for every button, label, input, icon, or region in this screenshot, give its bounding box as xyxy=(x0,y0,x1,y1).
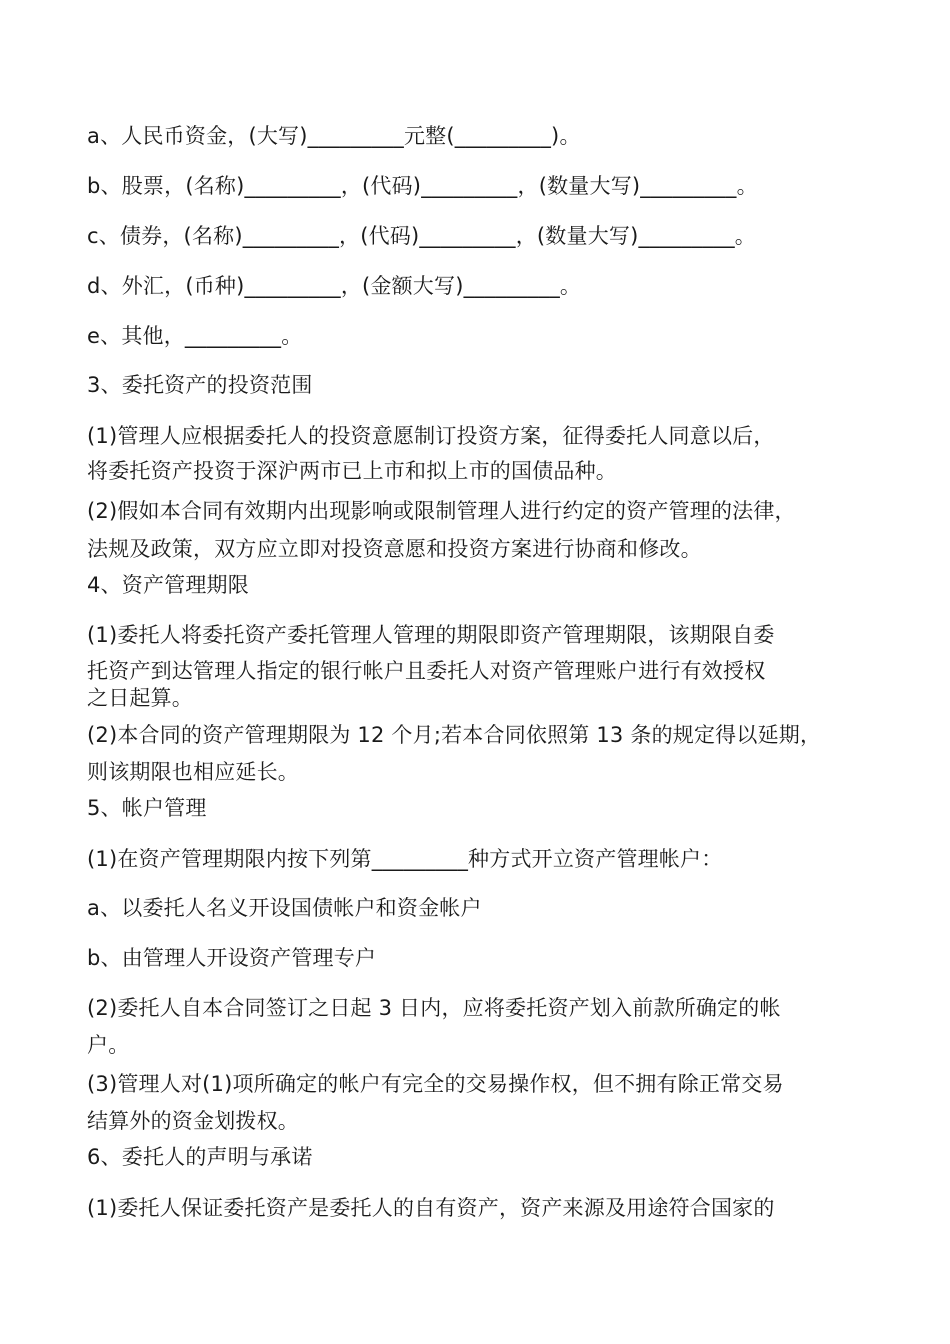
item-d-forex: d、外汇，(币种)_________，(金额大写)_________。 xyxy=(87,274,582,298)
item-b-stock: b、股票，(名称)_________，(代码)_________，(数量大写)_________。 xyxy=(87,174,758,198)
section-4-heading: 4、资产管理期限 xyxy=(87,573,249,597)
section-5-option-b: b、由管理人开设资产管理专户 xyxy=(87,946,377,970)
section-3-heading: 3、委托资产的投资范围 xyxy=(87,373,313,397)
section-3-para-1-line-1: (1)管理人应根据委托人的投资意愿制订投资方案，征得委托人同意以后， xyxy=(87,424,775,448)
section-4-para-1-line-2: 托资产到达管理人指定的银行帐户且委托人对资产管理账户进行有效授权 xyxy=(87,659,766,683)
section-4-para-1-line-1: (1)委托人将委托资产委托管理人管理的期限即资产管理期限，该期限自委 xyxy=(87,623,775,647)
section-4-para-2-line-2: 则该期限也相应延长。 xyxy=(87,760,299,784)
section-5-para-2-line-2: 户。 xyxy=(87,1033,130,1057)
section-5-para-3-line-1: (3)管理人对(1)项所确定的帐户有完全的交易操作权，但不拥有除正常交易 xyxy=(87,1072,784,1096)
section-5-para-3-line-2: 结算外的资金划拨权。 xyxy=(87,1109,299,1133)
section-6-heading: 6、委托人的声明与承诺 xyxy=(87,1145,313,1169)
section-3-para-1-line-2: 将委托资产投资于深沪两市已上市和拟上市的国债品种。 xyxy=(87,459,617,483)
section-6-para-1-line-1: (1)委托人保证委托资产是委托人的自有资产，资产来源及用途符合国家的 xyxy=(87,1196,775,1220)
section-4-para-2-line-1: (2)本合同的资产管理期限为 12 个月;若本合同依照第 13 条的规定得以延期， xyxy=(87,723,822,747)
item-a-rmb: a、人民币资金，(大写)_________元整(_________)。 xyxy=(87,124,581,148)
item-e-other: e、其他，_________。 xyxy=(87,324,303,348)
section-5-heading: 5、帐户管理 xyxy=(87,796,207,820)
section-5-para-1: (1)在资产管理期限内按下列第_________种方式开立资产管理帐户： xyxy=(87,847,723,871)
item-c-bond: c、债券，(名称)_________，(代码)_________，(数量大写)_________。 xyxy=(87,224,757,248)
section-4-para-1-line-3: 之日起算。 xyxy=(87,686,193,710)
section-3-para-2-line-1: (2)假如本合同有效期内出现影响或限制管理人进行约定的资产管理的法律， xyxy=(87,499,796,523)
section-5-para-2-line-1: (2)委托人自本合同签订之日起 3 日内，应将委托资产划入前款所确定的帐 xyxy=(87,996,781,1020)
section-3-para-2-line-2: 法规及政策，双方应立即对投资意愿和投资方案进行协商和修改。 xyxy=(87,537,702,561)
section-5-option-a: a、以委托人名义开设国债帐户和资金帐户 xyxy=(87,896,482,920)
